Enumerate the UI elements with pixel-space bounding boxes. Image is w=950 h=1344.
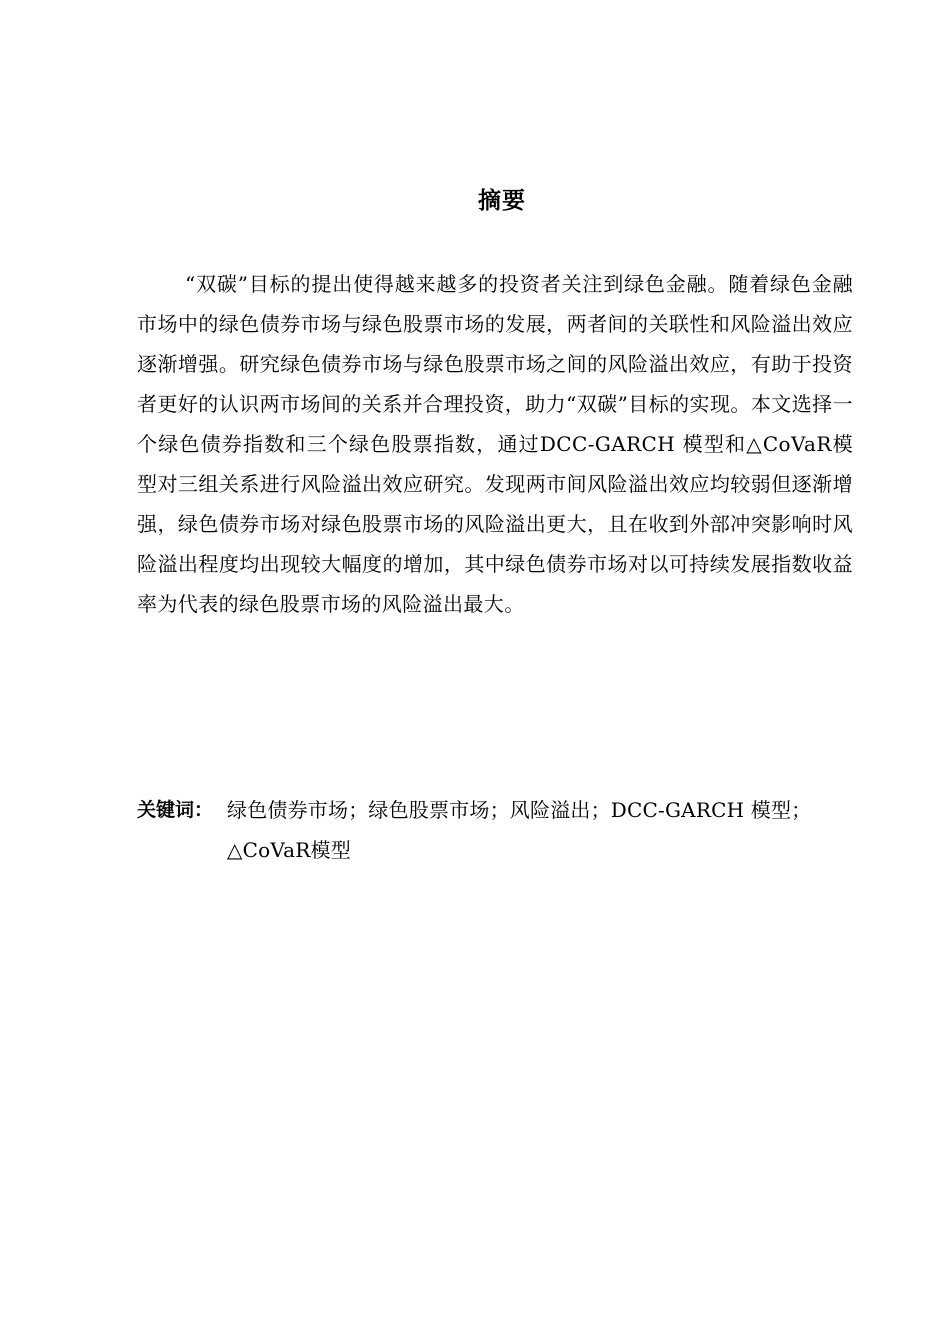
abstract-title: 摘要 bbox=[478, 188, 526, 214]
keywords-label: 关键词： bbox=[137, 799, 214, 821]
keywords-text: 绿色债券市场；绿色股票市场；风险溢出；DCC-GARCH 模型；△CoVaR模型 bbox=[227, 798, 812, 862]
abstract-body: “双碳”目标的提出使得越来越多的投资者关注到绿色金融。随着绿色金融市场中的绿色债券市场与绿色股票市场的发展，两者间的关联性和风险溢出效应逐渐增强。研究绿色债券市场与绿色股票市场之间的风险溢出效应，有助于投资者更好的认识两市场间的关系并合理投资，助力“双碳”目标的实现。本文选择一个绿色债券指数和三个绿色股票指数，通过DCC-GARCH 模型和△CoVaR模型对三组关系进行风险溢出效应研究。发现两市间风险溢出效应均较弱但逐渐增强，绿色债券市场对绿色股票市场的风险溢出更大，且在收到外部冲突影响时风险溢出程度均出现较大幅度的增加，其中绿色债券市场对以可持续发展指数收益率为代表的绿色股票市场的风险溢出最大。 bbox=[137, 272, 853, 616]
keywords-section bbox=[137, 790, 853, 870]
